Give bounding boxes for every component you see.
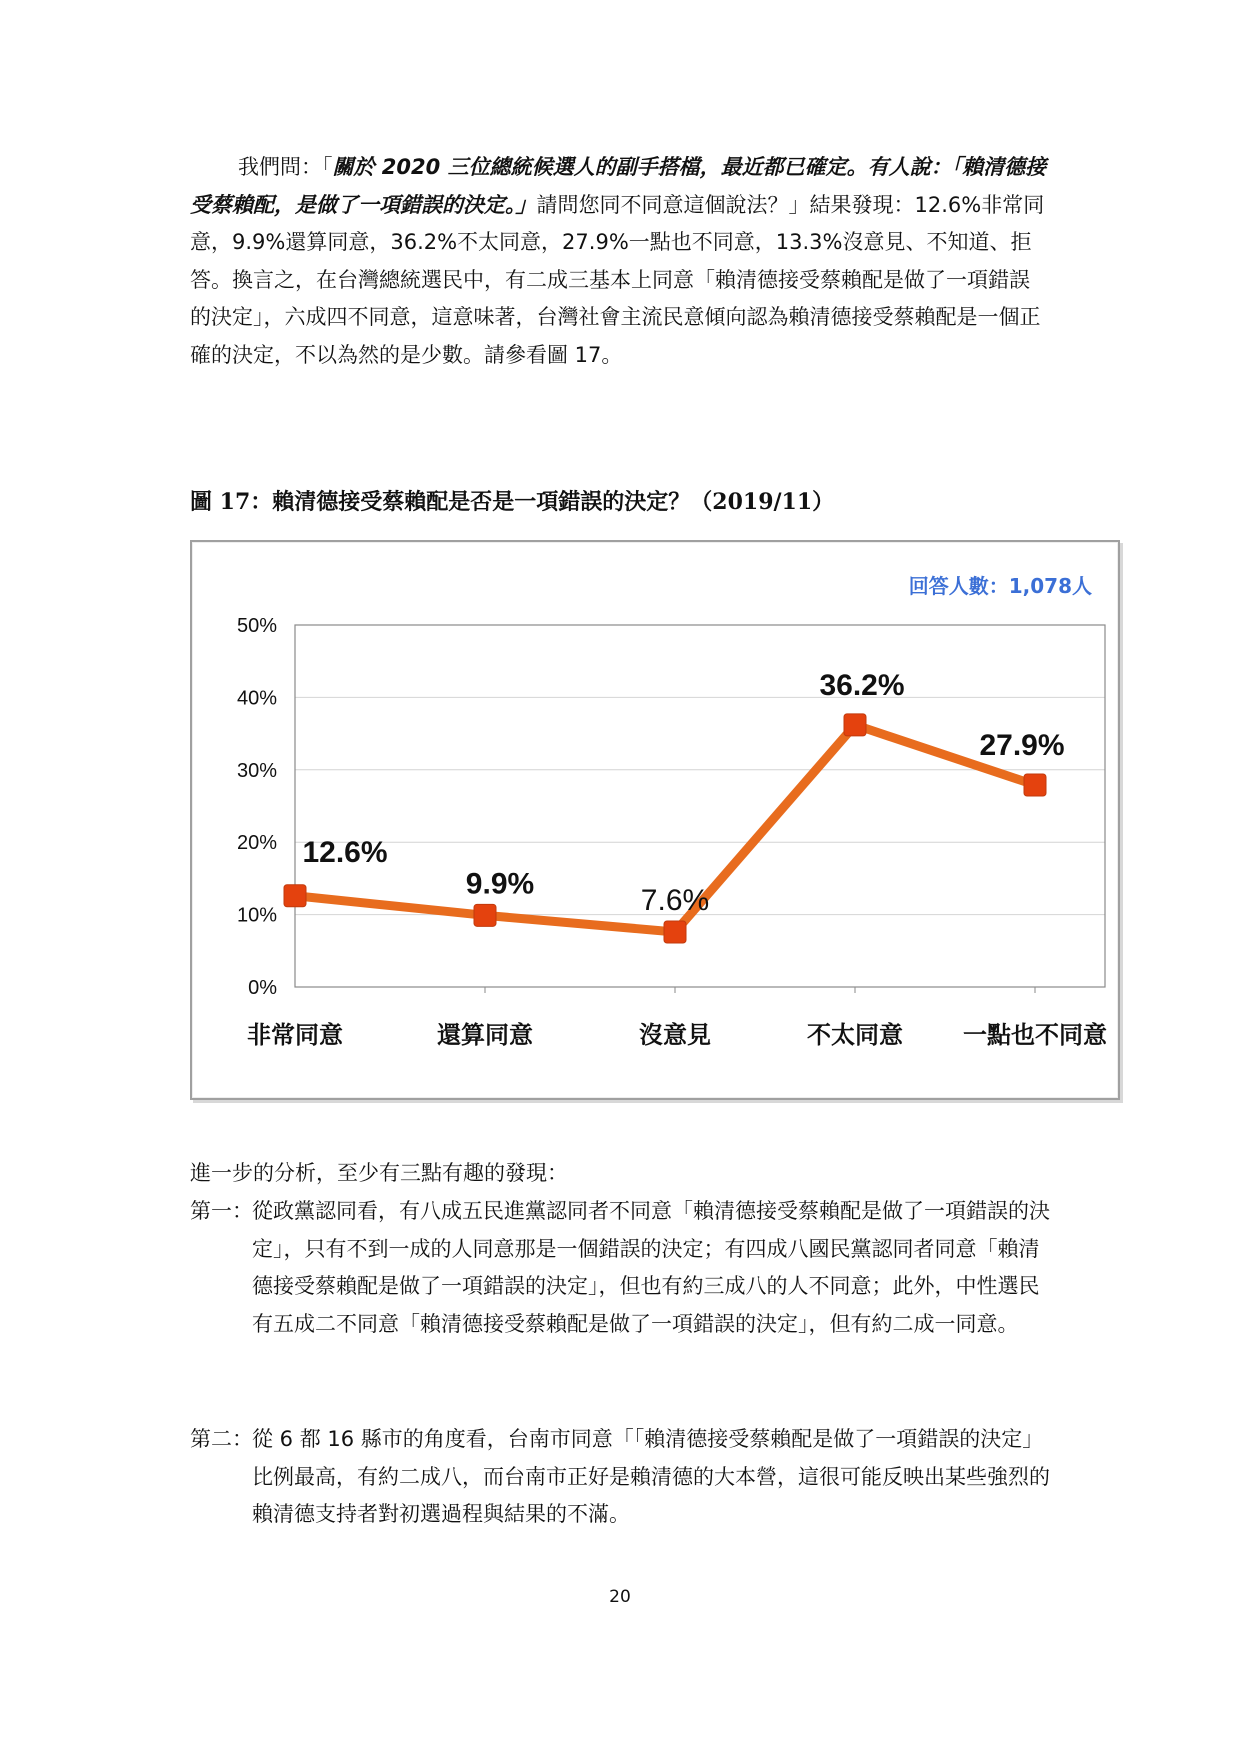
intro-body: 請問您同不同意這個說法？」結果發現：12.6%非常同意，9.9%還算同意，36.2%不太同意，27.9%一點也不同意，13.3%沒意見、不知道、拒答。換言之，在台灣總統選民中，有二成三基本上同意「賴清德接受蔡賴配是做了一項錯誤的決定」，六成四不同意，這意味著，台灣社會主流民意傾向認為賴清德接受蔡賴配是一個正確的決定，不以為然的是少數。請參看圖 17。 [190, 192, 1045, 367]
finding-label: 第二： [190, 1427, 253, 1451]
data-point [844, 714, 866, 736]
intro-lead: 我們問：「 [238, 155, 333, 179]
finding-item [190, 1421, 1050, 1534]
chart-frame [190, 540, 1120, 1100]
figure-title: 圖 17：賴清德接受蔡賴配是否是一項錯誤的決定？（2019/11） [190, 489, 835, 515]
y-tick-label: 20% [236, 832, 277, 855]
finding-label: 第一： [190, 1199, 253, 1223]
data-label: 27.9% [979, 729, 1065, 763]
intro-paragraph [190, 149, 1050, 374]
page-number: 20 [609, 1587, 631, 1607]
x-tick-label: 一點也不同意 [963, 1021, 1107, 1049]
data-label: 36.2% [819, 668, 905, 702]
data-label: 7.6% [640, 883, 710, 917]
x-tick-label: 沒意見 [639, 1021, 711, 1049]
respondents-note: 回答人數：1,078人 [908, 574, 1092, 598]
x-tick-label: 非常同意 [247, 1021, 343, 1049]
y-tick-label: 40% [236, 687, 277, 710]
y-tick-label: 10% [236, 904, 277, 927]
data-point [284, 885, 306, 907]
analysis-intro: 進一步的分析，至少有三點有趣的發現： [190, 1161, 568, 1185]
survey-question: 關於 2020 三位總統候選人的副手搭檔，最近都已確定。有人說：「賴清德接受蔡賴配，是做了一項錯誤的決定。」 [190, 155, 1047, 217]
finding-item [190, 1193, 1050, 1343]
plot-area-border [295, 625, 1105, 987]
data-point [474, 904, 496, 926]
data-label: 9.9% [465, 867, 535, 901]
x-tick-label: 還算同意 [437, 1021, 533, 1049]
data-label: 12.6% [302, 835, 388, 869]
line-chart [192, 542, 1118, 1098]
data-point [664, 921, 686, 943]
y-tick-label: 0% [248, 977, 277, 999]
x-tick-label: 不太同意 [807, 1021, 903, 1049]
data-point [1024, 774, 1046, 796]
finding-text: 從政黨認同看，有八成五民進黨認同者不同意「賴清德接受蔡賴配是做了一項錯誤的決定」，只有不到一成的人同意那是一個錯誤的決定；有四成八國民黨認同者同意「賴清德接受蔡賴配是做了一項錯誤的決定」，但也有約三成八的人不同意；此外，中性選民有五成二不同意「賴清德接受蔡賴配是做了一項錯誤的決定」，但有約二成一同意。 [252, 1199, 1050, 1336]
y-tick-label: 50% [236, 615, 277, 637]
y-tick-label: 30% [236, 759, 277, 782]
finding-text: 從 6 都 16 縣市的角度看，台南市同意「「賴清德接受蔡賴配是做了一項錯誤的決定」比例最高，有約二成八，而台南市正好是賴清德的大本營，這很可能反映出某些強烈的賴清德支持者對初選過程與結果的不滿。 [252, 1427, 1050, 1526]
